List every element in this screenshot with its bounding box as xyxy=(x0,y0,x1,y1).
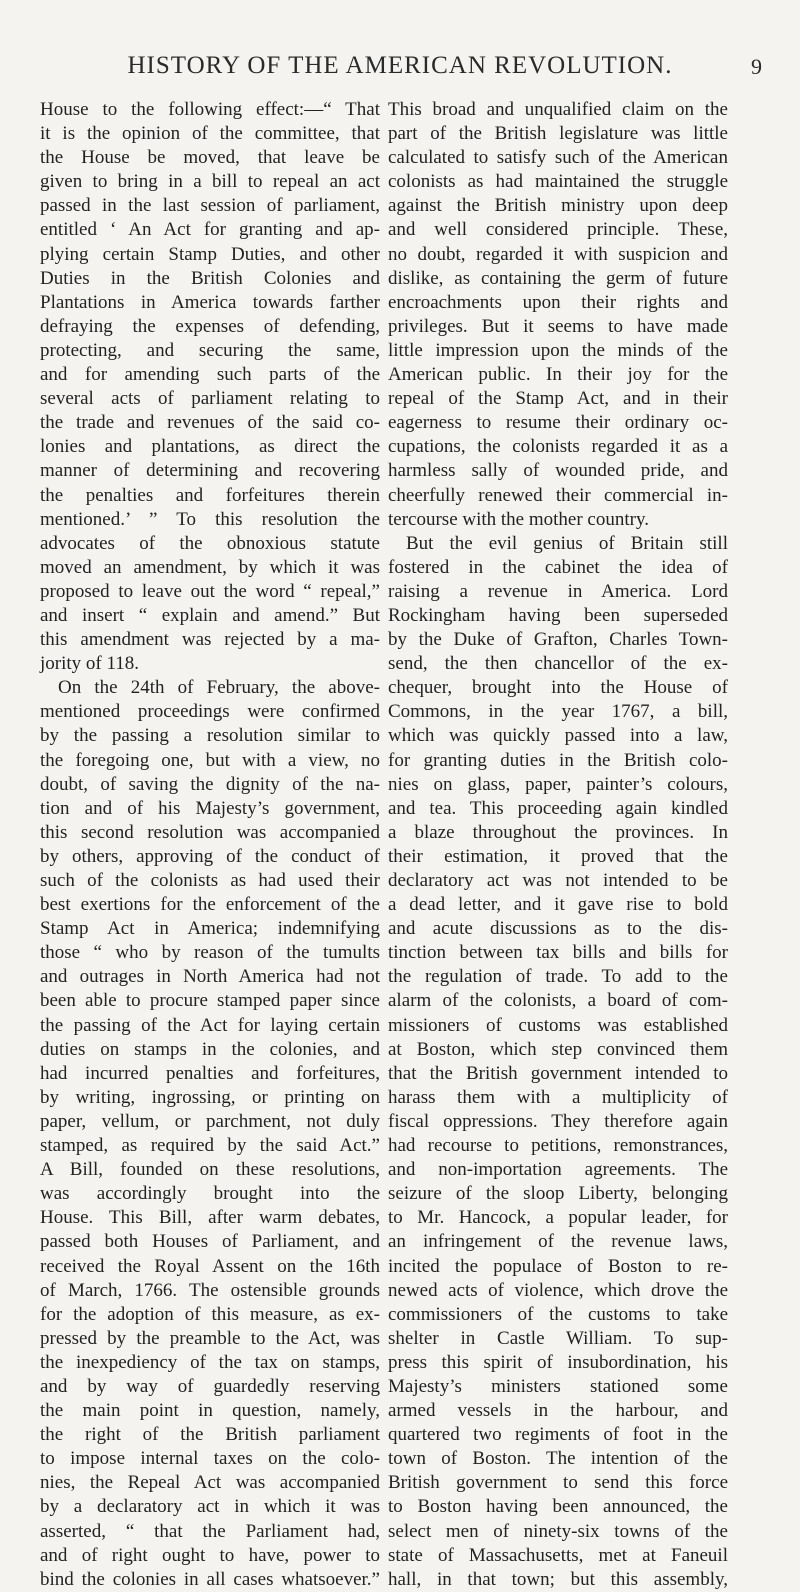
text-line: Stamp Act in America; indemnifying xyxy=(40,918,380,940)
text-line: by a declaratory act in which it was xyxy=(40,1496,380,1518)
text-line: incited the populace of Boston to re- xyxy=(388,1255,728,1277)
text-line: missioners of customs was established xyxy=(388,1014,728,1036)
text-line: manner of determining and recovering xyxy=(40,460,380,482)
text-line: colonists as had maintained the struggle xyxy=(388,171,728,193)
text-line: received the Royal Assent on the 16th xyxy=(40,1255,380,1277)
text-line: to Mr. Hancock, a popular leader, for xyxy=(388,1207,728,1229)
running-title: HISTORY OF THE AMERICAN REVOLUTION. xyxy=(127,52,673,79)
text-line: American public. In their joy for the xyxy=(388,364,728,386)
text-line: which was quickly passed into a law, xyxy=(388,725,728,747)
text-line: alarm of the colonists, a board of com- xyxy=(388,990,728,1012)
text-line: select men of ninety-six towns of the xyxy=(388,1520,728,1542)
text-line: House. This Bill, after warm debates, xyxy=(40,1207,380,1229)
text-line: dislike, as containing the germ of future xyxy=(388,267,728,289)
text-line: send, the then chancellor of the ex- xyxy=(388,653,728,675)
text-line: the passing of the Act for laying certain xyxy=(40,1014,380,1036)
text-line: and tea. This proceeding again kindled xyxy=(388,797,728,819)
text-line: and insert “ explain and amend.” But xyxy=(40,604,380,626)
text-line: press this spirit of insubordination, his xyxy=(388,1351,728,1373)
text-line: tion and of his Majesty’s government, xyxy=(40,797,380,819)
text-line: no doubt, regarded it with suspicion and xyxy=(388,243,728,265)
text-line: those “ who by reason of the tumults xyxy=(40,942,380,964)
text-line: British government to send this force xyxy=(388,1472,728,1494)
text-line: by the passing a resolution similar to xyxy=(40,725,380,747)
text-line: chequer, brought into the House of xyxy=(388,677,728,699)
text-line: jority of 118. xyxy=(40,653,140,675)
text-line: by others, approving of the conduct of xyxy=(40,845,380,867)
text-line: the inexpediency of the tax on stamps, xyxy=(40,1351,380,1373)
text-line: several acts of parliament relating to xyxy=(40,388,380,410)
text-line: the House be moved, that leave be xyxy=(40,147,380,169)
text-line: Rockingham having been superseded xyxy=(388,604,728,626)
text-line: mentioned proceedings were confirmed xyxy=(40,701,380,723)
text-line: privileges. But it seems to have made xyxy=(388,315,728,337)
text-line: declaratory act was not intended to be xyxy=(388,870,728,891)
text-line: fiscal oppressions. They therefore again xyxy=(388,1110,728,1132)
text-line: best exertions for the enforcement of the xyxy=(40,894,380,916)
text-line: plying certain Stamp Duties, and other xyxy=(40,243,380,265)
text-line: to impose internal taxes on the colo- xyxy=(40,1448,380,1470)
text-line: asserted, “ that the Parliament had, xyxy=(40,1520,380,1542)
text-line: A Bill, founded on these resolutions, xyxy=(40,1159,380,1181)
text-line: a dead letter, and it gave rise to bold xyxy=(388,894,728,916)
text-line: of March, 1766. The ostensible grounds xyxy=(40,1279,380,1301)
text-line: such of the colonists as had used their xyxy=(40,870,380,891)
text-line: tercourse with the mother country. xyxy=(388,508,649,530)
text-line: by the Duke of Grafton, Charles Town- xyxy=(388,629,728,651)
text-line: little impression upon the minds of the xyxy=(388,339,728,361)
text-line: the trade and revenues of the said co- xyxy=(40,412,380,434)
text-line: tinction between tax bills and bills for xyxy=(388,942,728,964)
text-line: cheerfully renewed their commercial in- xyxy=(388,484,728,506)
text-line: advocates of the obnoxious statute xyxy=(40,532,380,554)
text-line: and for amending such parts of the xyxy=(40,364,380,386)
text-line: paper, vellum, or parchment, not duly xyxy=(40,1110,380,1132)
text-line: encroachments upon their rights and xyxy=(388,291,728,313)
text-line: raising a revenue in America. Lord xyxy=(388,580,728,602)
text-line: pressed by the preamble to the Act, was xyxy=(40,1327,380,1349)
text-line: repeal of the Stamp Act, and in their xyxy=(388,388,728,410)
text-line: This broad and unqualified claim on the xyxy=(388,99,728,120)
text-line: nies, the Repeal Act was accompanied xyxy=(40,1472,380,1494)
text-line: state of Massachusetts, met at Faneuil xyxy=(388,1544,728,1566)
text-line: stamped, as required by the said Act.” xyxy=(40,1135,380,1157)
text-line: nies on glass, paper, painter’s colours, xyxy=(388,773,728,795)
text-line: been able to procure stamped paper since xyxy=(40,990,380,1012)
text-line: was accordingly brought into the xyxy=(40,1183,380,1205)
text-line: hall, in that town; but this assembly, xyxy=(388,1568,728,1590)
text-line: their estimation, it proved that the xyxy=(388,845,728,867)
page-header xyxy=(0,52,800,92)
text-line: Plantations in America towards farther xyxy=(40,291,380,313)
text-line: harass them with a multiplicity of xyxy=(388,1086,728,1108)
text-line: the right of the British parliament xyxy=(40,1424,380,1446)
text-line: armed vessels in the harbour, and xyxy=(388,1400,728,1422)
text-line: the regulation of trade. To add to the xyxy=(388,966,728,988)
text-line: House to the following effect:—“ That xyxy=(40,99,380,120)
text-line: protecting, and securing the same, xyxy=(40,339,380,361)
text-line: an infringement of the revenue laws, xyxy=(388,1231,728,1253)
text-line: lonies and plantations, as direct the xyxy=(40,436,380,458)
text-line: proposed to leave out the word “ repeal,” xyxy=(40,580,380,602)
text-line: Majesty’s ministers stationed some xyxy=(388,1375,728,1397)
left-column xyxy=(40,98,380,1592)
text-line: harmless sally of wounded pride, and xyxy=(388,460,728,482)
text-line: and outrages in North America had not xyxy=(40,966,380,988)
text-line: the main point in question, namely, xyxy=(40,1400,380,1422)
text-line: and non-importation agreements. The xyxy=(388,1159,728,1181)
text-line: against the British ministry upon deep xyxy=(388,195,728,217)
text-line: calculated to satisfy such of the American xyxy=(388,147,728,169)
text-line: But the evil genius of Britain still xyxy=(406,532,728,554)
text-line: that the British government intended to xyxy=(388,1062,728,1084)
text-line: On the 24th of February, the above- xyxy=(58,677,380,699)
text-line: and of right ought to have, power to xyxy=(40,1544,380,1566)
text-line: quartered two regiments of foot in the xyxy=(388,1424,728,1446)
text-line: shelter in Castle William. To sup- xyxy=(388,1327,728,1349)
text-line: it is the opinion of the committee, that xyxy=(40,123,380,145)
text-line: doubt, of saving the dignity of the na- xyxy=(40,773,380,795)
text-line: defraying the expenses of defending, xyxy=(40,315,380,337)
text-line: and acute discussions as to the dis- xyxy=(388,918,728,940)
text-line: mentioned.’ ” To this resolution the xyxy=(40,508,380,530)
text-line: to Boston having been announced, the xyxy=(388,1496,728,1518)
text-line: the foregoing one, but with a view, no xyxy=(40,749,380,771)
text-line: cupations, the colonists regarded it as a xyxy=(388,436,728,458)
text-line: Commons, in the year 1767, a bill, xyxy=(388,701,728,723)
text-line: had incurred penalties and forfeitures, xyxy=(40,1062,380,1084)
text-line: by writing, ingrossing, or printing on xyxy=(40,1086,380,1108)
text-line: newed acts of violence, which drove the xyxy=(388,1279,728,1301)
text-line: passed both Houses of Parliament, and xyxy=(40,1231,380,1253)
text-line: seizure of the sloop Liberty, belonging xyxy=(388,1183,728,1205)
text-line: this second resolution was accompanied xyxy=(40,821,380,843)
text-line: had recourse to petitions, remonstrances, xyxy=(388,1135,728,1157)
text-line: passed in the last session of parliament, xyxy=(40,195,380,217)
text-line: given to bring in a bill to repeal an act xyxy=(40,171,380,193)
text-line: eagerness to resume their ordinary oc- xyxy=(388,412,728,434)
text-line: fostered in the cabinet the idea of xyxy=(388,556,728,578)
text-line: town of Boston. The intention of the xyxy=(388,1448,728,1470)
text-line: part of the British legislature was little xyxy=(388,123,728,145)
text-line: bind the colonies in all cases whatsoever.” xyxy=(40,1568,380,1590)
text-line: moved an amendment, by which it was xyxy=(40,556,380,578)
text-line: and by way of guardedly reserving xyxy=(40,1375,380,1397)
text-line: a blaze throughout the provinces. In xyxy=(388,821,728,843)
page-number: 9 xyxy=(751,54,762,79)
text-line: for the adoption of this measure, as ex- xyxy=(40,1303,380,1325)
text-line: this amendment was rejected by a ma- xyxy=(40,629,380,651)
text-line: at Boston, which step convinced them xyxy=(388,1038,728,1060)
text-line: and well considered principle. These, xyxy=(388,219,728,241)
text-line: Duties in the British Colonies and xyxy=(40,267,380,289)
text-line: for granting duties in the British colo- xyxy=(388,749,728,771)
text-line: commissioners of the customs to take xyxy=(388,1303,728,1325)
right-column xyxy=(388,98,728,1592)
text-line: duties on stamps in the colonies, and xyxy=(40,1038,380,1060)
text-line: entitled ‘ An Act for granting and ap- xyxy=(40,219,380,241)
text-line: the penalties and forfeitures therein xyxy=(40,484,380,506)
